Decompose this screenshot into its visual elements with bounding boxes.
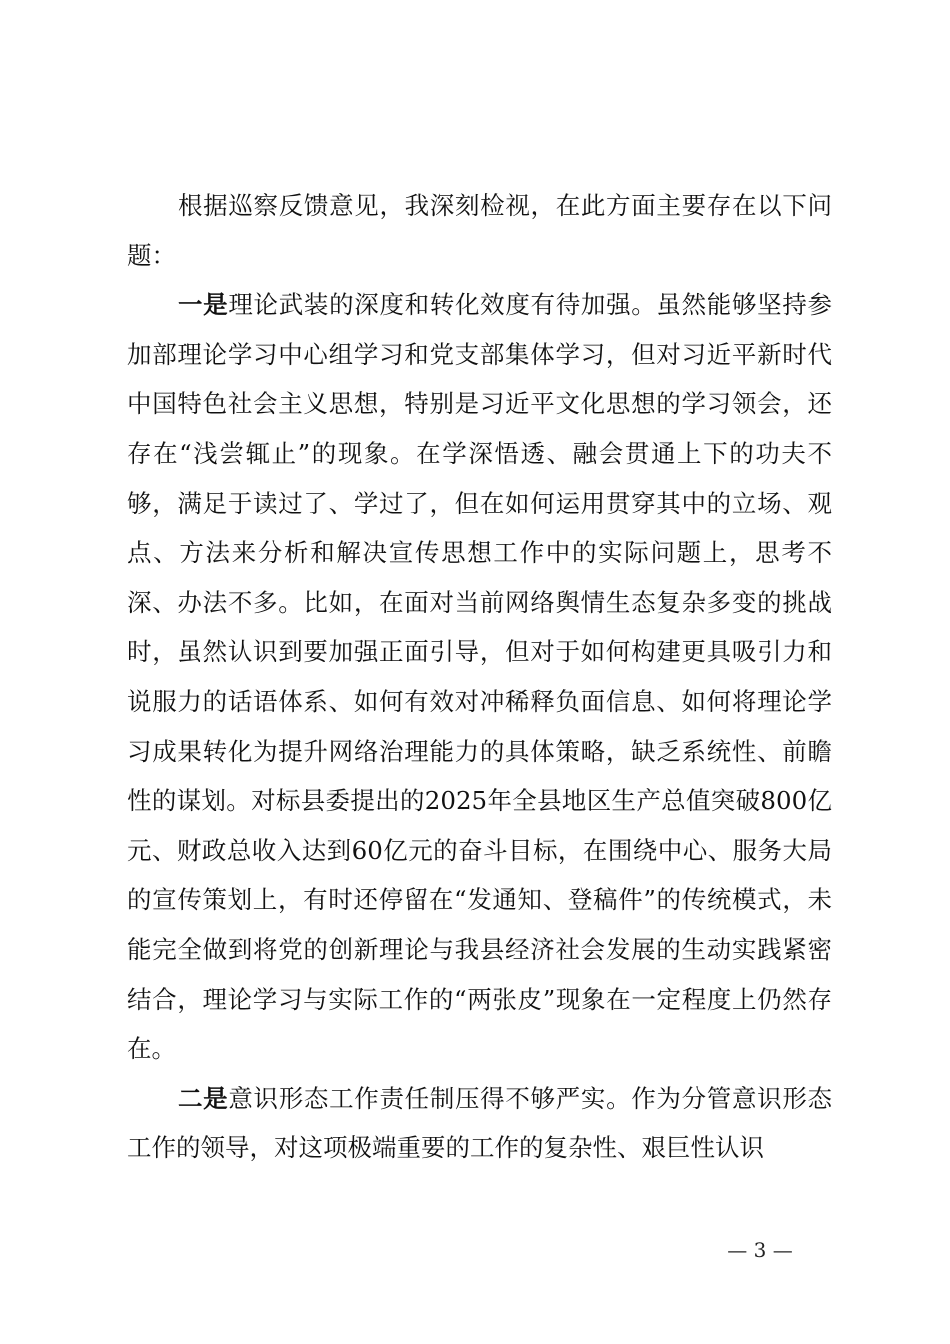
paragraph-point-one-text: 理论武装的深度和转化效度有待加强。虽然能够坚持参加部理论学习中心组学习和党支部集体学习，但对习近平新时代中国特色社会主义思想，特别是习近平文化思想的学习领会，还存在“浅尝辄止”的现象。在学深悟透、融会贯通上下的功夫不够，满足于读过了、学过了，但在如何运用贯穿其中的立场、观点、方法来分析和解决宣传思想工作中的实际问题上，思考不深、办法不多。比如，在面对当前网络舆情生态复杂多变的挑战时，虽然认识到要加强正面引导，但对于如何构建更具吸引力和说服力的话语体系、如何有效对冲稀释负面信息、如何将理论学习成果转化为提升网络治理能力的具体策略，缺乏系统性、前瞻性的谋划。对标县委提出的2025年全县地区生产总值突破800亿元、财政总收入达到60亿元的奋斗目标，在围绕中心、服务大局的宣传策划上，有时还停留在“发通知、登稿件”的传统模式，未能完全做到将党的创新理论与我县经济社会发展的生动实践紧密结合，理论学习与实际工作的“两张皮”现象在一定程度上仍然存在。 (127, 290, 833, 1064)
page-number: — 3 — (727, 1238, 793, 1262)
paragraph-point-two-lead: 二是 (178, 1083, 229, 1113)
document-body (127, 181, 832, 1173)
paragraph-point-one (127, 280, 832, 1074)
paragraph-point-two (127, 1074, 832, 1173)
paragraph-point-one-lead: 一是 (178, 290, 229, 320)
paragraph-intro-text: 根据巡察反馈意见，我深刻检视，在此方面主要存在以下问题： (127, 191, 832, 270)
paragraph-point-two-text: 意识形态工作责任制压得不够严实。作为分管意识形态工作的领导，对这项极端重要的工作的复杂性、艰巨性认识 (127, 1083, 833, 1163)
paragraph-intro (127, 181, 832, 280)
